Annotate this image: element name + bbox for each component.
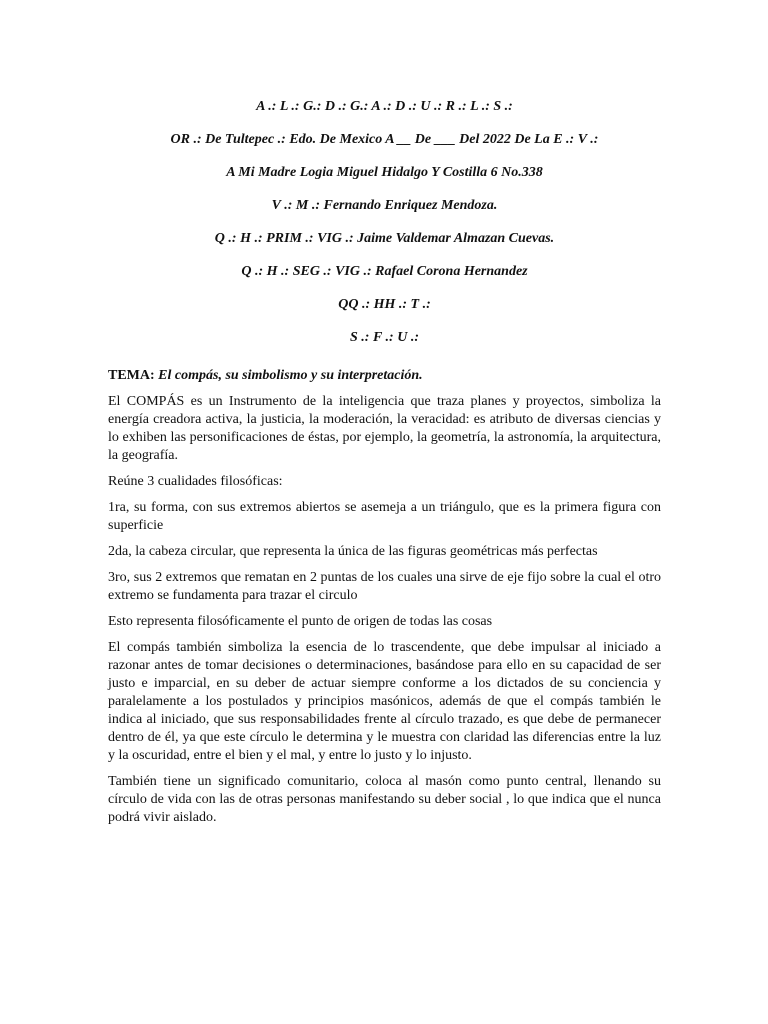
topic-label: TEMA: [108, 368, 155, 383]
topic-title: El compás, su simbolismo y su interpretación. [158, 368, 423, 383]
document-body [108, 98, 661, 835]
header-line-8: S .: F .: U .: [350, 330, 419, 345]
header-line-6: Q .: H .: SEG .: VIG .: Rafael Corona Hernandez [241, 264, 528, 279]
header-line-4: V .: M .: Fernando Enriquez Mendoza. [271, 198, 498, 213]
paragraph-quality-1: 1ra, su forma, con sus extremos abiertos se asemeja a un triángulo, que es la primera figura con superficie [108, 500, 661, 533]
paragraph-origin: Esto representa filosóficamente el punto de origen de todas las cosas [108, 614, 493, 629]
paragraph-qualities-intro: Reúne 3 cualidades filosóficas: [108, 474, 283, 489]
topic-heading [108, 367, 661, 385]
header-line-2: OR .: De Tultepec .: Edo. De Mexico A __ De ___ Del 2022 De La E .: V .: [170, 132, 599, 147]
paragraph-community: También tiene un significado comunitario, coloca al masón como punto central, llenando su círculo de vida con las de otras personas manifestando su deber social , lo que indica que el nunca podrá vivir aislado. [108, 774, 661, 825]
header-line-5: Q .: H .: PRIM .: VIG .: Jaime Valdemar Almazan Cuevas. [214, 231, 555, 246]
paragraph-quality-3: 3ro, sus 2 extremos que rematan en 2 puntas de los cuales una sirve de eje fijo sobre la cual el otro extremo se fundamenta para trazar el circulo [108, 570, 661, 603]
paragraph-quality-2: 2da, la cabeza circular, que representa la única de las figuras geométricas más perfectas [108, 544, 598, 559]
header-line-1: A .: L .: G.: D .: G.: A .: D .: U .: R .: L .: S .: [256, 99, 513, 114]
paragraph-compass-definition: El COMPÁS es un Instrumento de la inteligencia que traza planes y proyectos, simboliza la energía creadora activa, la justicia, la moderación, la veracidad: es atributo de diversas ciencias y lo exhiben las personificaciones de éstas, por ejemplo, la geometría, la astronomía, la arquitectura, la geografía. [108, 394, 661, 463]
paragraph-transcendence: El compás también simboliza la esencia de lo trascendente, que debe impulsar al iniciado a razonar antes de tomar decisiones o determinaciones, basándose para ello en su capacidad de ser justo e imparcial, en su deber de actuar siempre conforme a los dictados de su conciencia y paralelamente a los postulados y principios masónicos, además de que el compás también le indica al iniciado, que sus responsabilidades frente al círculo trazado, es que debe de permanecer dentro de él, ya que este círculo le determina y le muestra con claridad las diferencias entre la luz y la oscuridad, entre el bien y el mal, y entre lo justo y lo injusto. [108, 640, 661, 763]
header-line-7: QQ .: HH .: T .: [338, 297, 431, 312]
header-line-3: A Mi Madre Logia Miguel Hidalgo Y Costilla 6 No.338 [226, 165, 543, 180]
